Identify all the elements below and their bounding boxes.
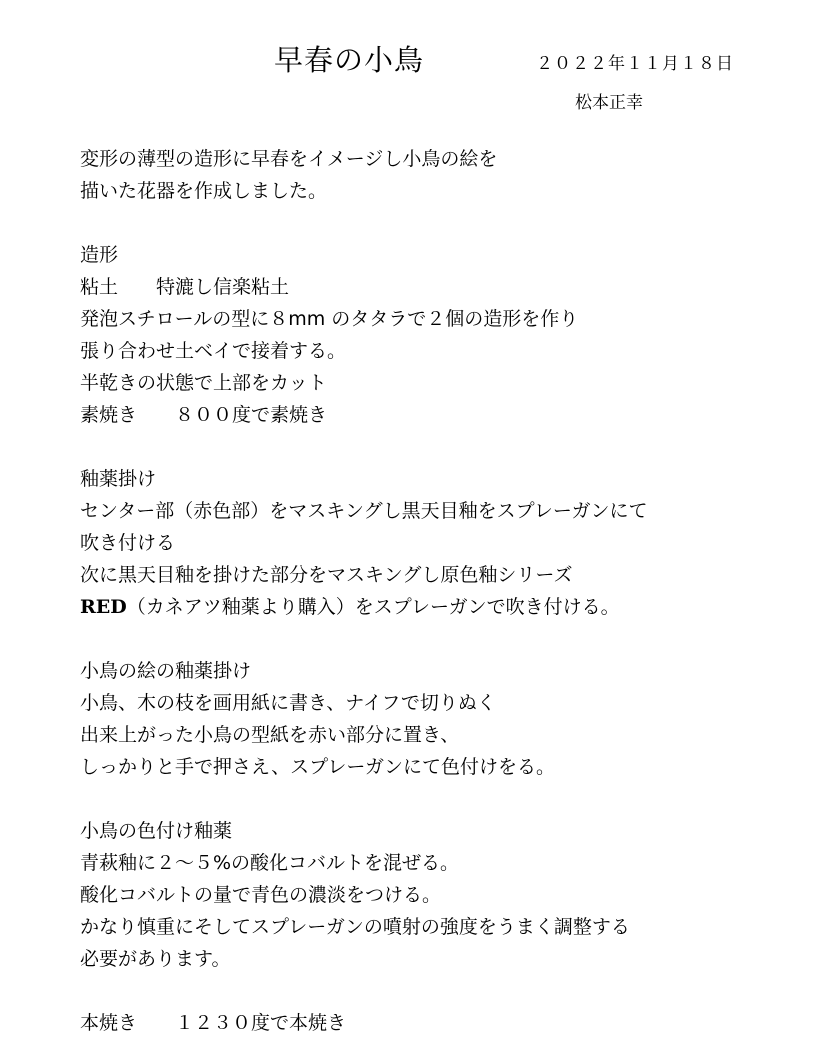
spacer xyxy=(80,975,820,1007)
glazing-line: 吹き付ける xyxy=(80,532,176,554)
forming-line: 素焼き ８００度で素焼き xyxy=(80,404,328,426)
section-heading-bird-glazing: 小鳥の絵の釉薬掛け xyxy=(80,660,252,682)
document-author: 松本正幸 xyxy=(575,93,643,113)
red-glaze-text: （カネアツ釉薬より購入）をスプレーガンで吹き付ける。 xyxy=(126,596,620,618)
bird-color-line: 酸化コバルトの量で青色の濃淡をつける。 xyxy=(80,884,442,906)
intro-line: 変形の薄型の造形に早春をイメージし小鳥の絵を xyxy=(80,148,498,170)
bird-color-line: かなり慎重にそしてスプレーガンの噴射の強度をうまく調整する xyxy=(80,916,630,938)
final-firing-line: 本焼き １２３０度で本焼き xyxy=(80,1012,347,1034)
section-heading-bird-color: 小鳥の色付け釉薬 xyxy=(80,820,233,842)
document-title: 早春の小鳥 xyxy=(274,43,425,77)
forming-line: 粘土 特漉し信楽粘土 xyxy=(80,276,290,298)
glazing-line: 次に黒天目釉を掛けた部分をマスキングし原色釉シリーズ xyxy=(80,564,573,586)
spacer xyxy=(80,431,820,463)
document-body xyxy=(80,143,820,1039)
forming-line: 半乾きの状態で上部をカット xyxy=(80,372,327,394)
red-glaze-name: RED xyxy=(80,596,127,618)
forming-line: 発泡スチロールの型に８mm のタタラで２個の造形を作り xyxy=(80,308,579,330)
glazing-line: センター部（赤色部）をマスキングし黒天目釉をスプレーガンにて xyxy=(80,500,648,522)
bird-glazing-line: 小鳥、木の枝を画用紙に書き、ナイフで切りぬく xyxy=(80,692,496,714)
bird-color-line: 青萩釉に２～５%の酸化コバルトを混ぜる。 xyxy=(80,852,460,874)
spacer xyxy=(80,783,820,815)
section-heading-glazing: 釉薬掛け xyxy=(80,468,157,490)
glazing-line-red xyxy=(80,591,820,623)
bird-color-line: 必要があります。 xyxy=(80,948,231,970)
section-heading-forming: 造形 xyxy=(80,244,119,266)
forming-line: 張り合わせ土ベイで接着する。 xyxy=(80,340,347,362)
spacer xyxy=(80,623,820,655)
spacer xyxy=(80,207,820,239)
intro-line: 描いた花器を作成しました。 xyxy=(80,180,328,202)
bird-glazing-line: しっかりと手で押さえ、スプレーガンにて色付けをる。 xyxy=(80,756,556,778)
document-date: ２０２２年１１月１８日 xyxy=(536,54,734,74)
bird-glazing-line: 出来上がった小鳥の型紙を赤い部分に置き、 xyxy=(80,724,460,746)
